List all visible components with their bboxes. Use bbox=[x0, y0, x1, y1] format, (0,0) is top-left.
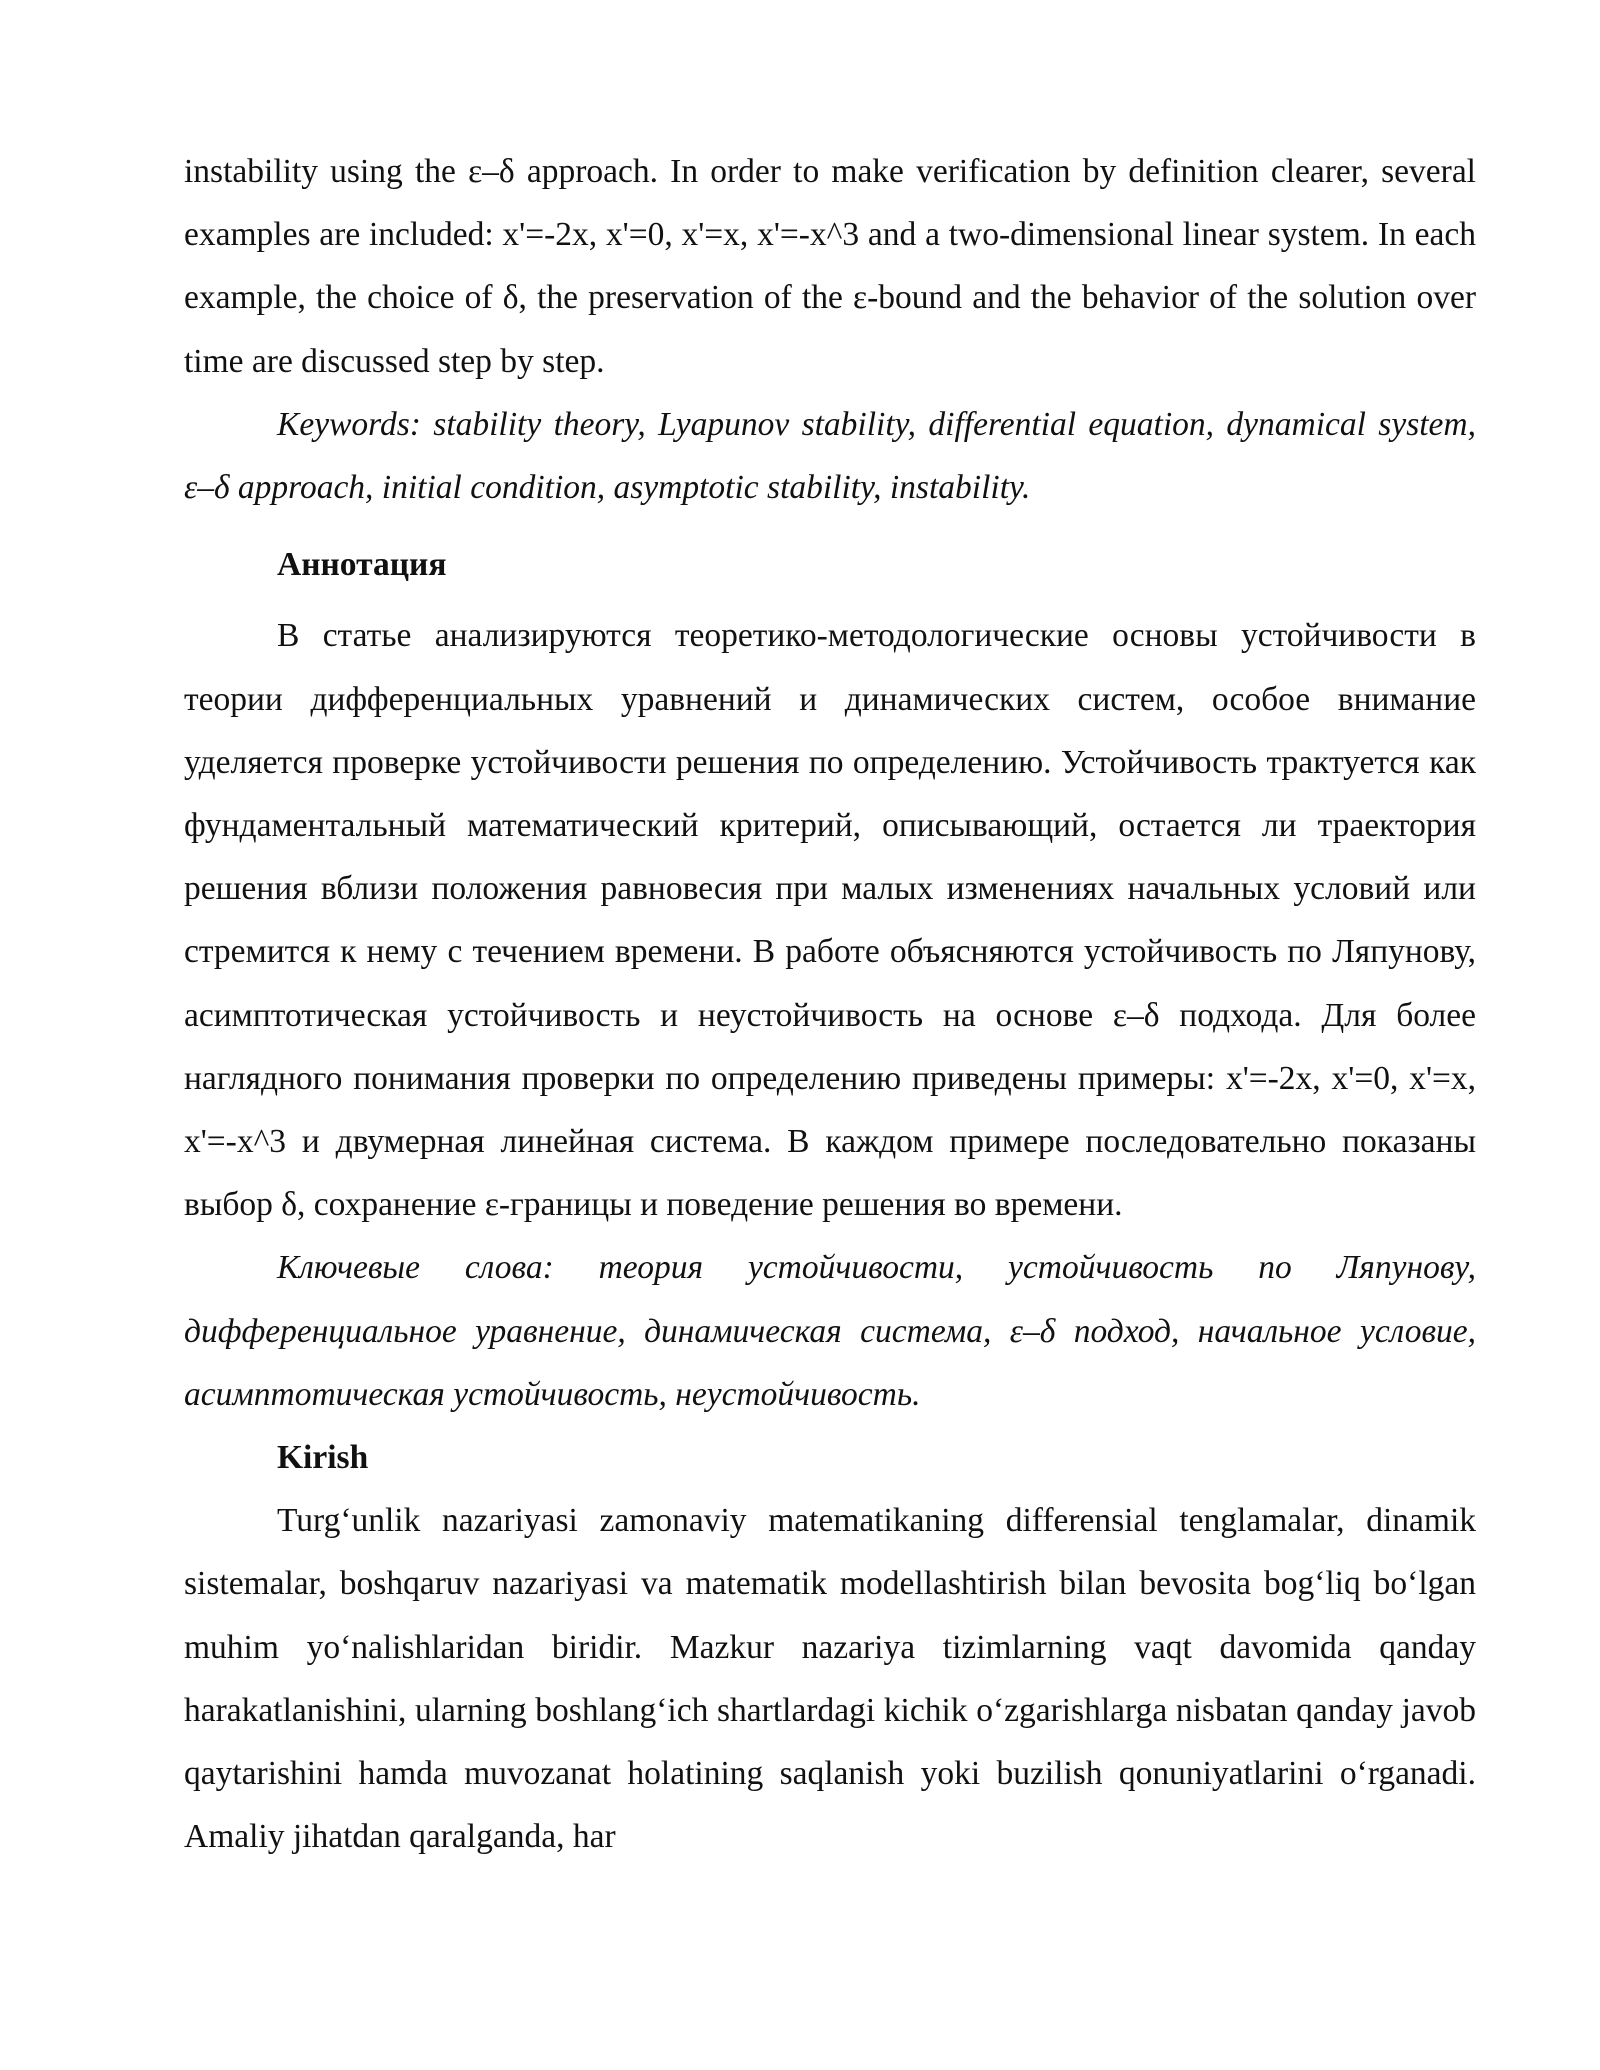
abstract-ru-heading: Аннотация bbox=[277, 546, 447, 584]
page-content bbox=[184, 140, 1476, 1868]
abstract-ru-body: В статье анализируются теоретико-методологические основы устойчивости в теории дифференциальных уравнений и динамических систем, особое внимание уделяется проверке устойчивости решения по определению. Устойчивость трактуется как фундаментальный математический критерий, описывающий, остается ли траектория решения вблизи положения равновесия при малых изменениях начальных условий или стремится к нему с течением времени. В работе объясняются устойчивость по Ляпунову, асимптотическая устойчивость и неустойчивость на основе ε–δ подхода. Для более наглядного понимания проверки по определению приведены примеры: x'=-2x, x'=0, x'=x, x'=-x^3 и двумерная линейная система. В каждом примере последовательно показаны выбор δ, сохранение ε-границы и поведение решения во времени. bbox=[184, 617, 1476, 1224]
keywords-ru: Ключевые слова: теория устойчивости, устойчивость по Ляпунову, дифференциальное уравнение, динамическая система, ε–δ подход, начальное условие, асимптотическая устойчивость, неустойчивость. bbox=[184, 1249, 1476, 1413]
abstract-en-continuation: instability using the ε–δ approach. In order to make verification by definition clearer, several examples are included: x'=-2x, x'=0, x'=x, x'=-x^3 and a two-dimensional linear system. In each example, the choice of δ, the preservation of the ε-bound and the behavior of the solution over time are discussed step by step. bbox=[184, 153, 1476, 380]
intro-body: Turg‘unlik nazariyasi zamonaviy matematikaning differensial tenglamalar, dinamik sistemalar, boshqaruv nazariyasi va matematik modellashtirish bilan bevosita bog‘liq bo‘lgan muhim yo‘nalishlaridan biridir. Mazkur nazariya tizimlarning vaqt davomida qanday harakatlanishini, ularning boshlang‘ich shartlardagi kichik o‘zgarishlarga nisbatan qanday javob qaytarishini hamda muvozanat holatining saqlanish yoki buzilish qonuniyatlarini o‘rganadi. Amaliy jihatdan qaralganda, har bbox=[184, 1502, 1476, 1856]
keywords-en: Keywords: stability theory, Lyapunov stability, differential equation, dynamical system, ε–δ approach, initial condition, asymptotic stability, instability. bbox=[184, 405, 1476, 507]
intro-heading: Kirish bbox=[277, 1439, 369, 1477]
